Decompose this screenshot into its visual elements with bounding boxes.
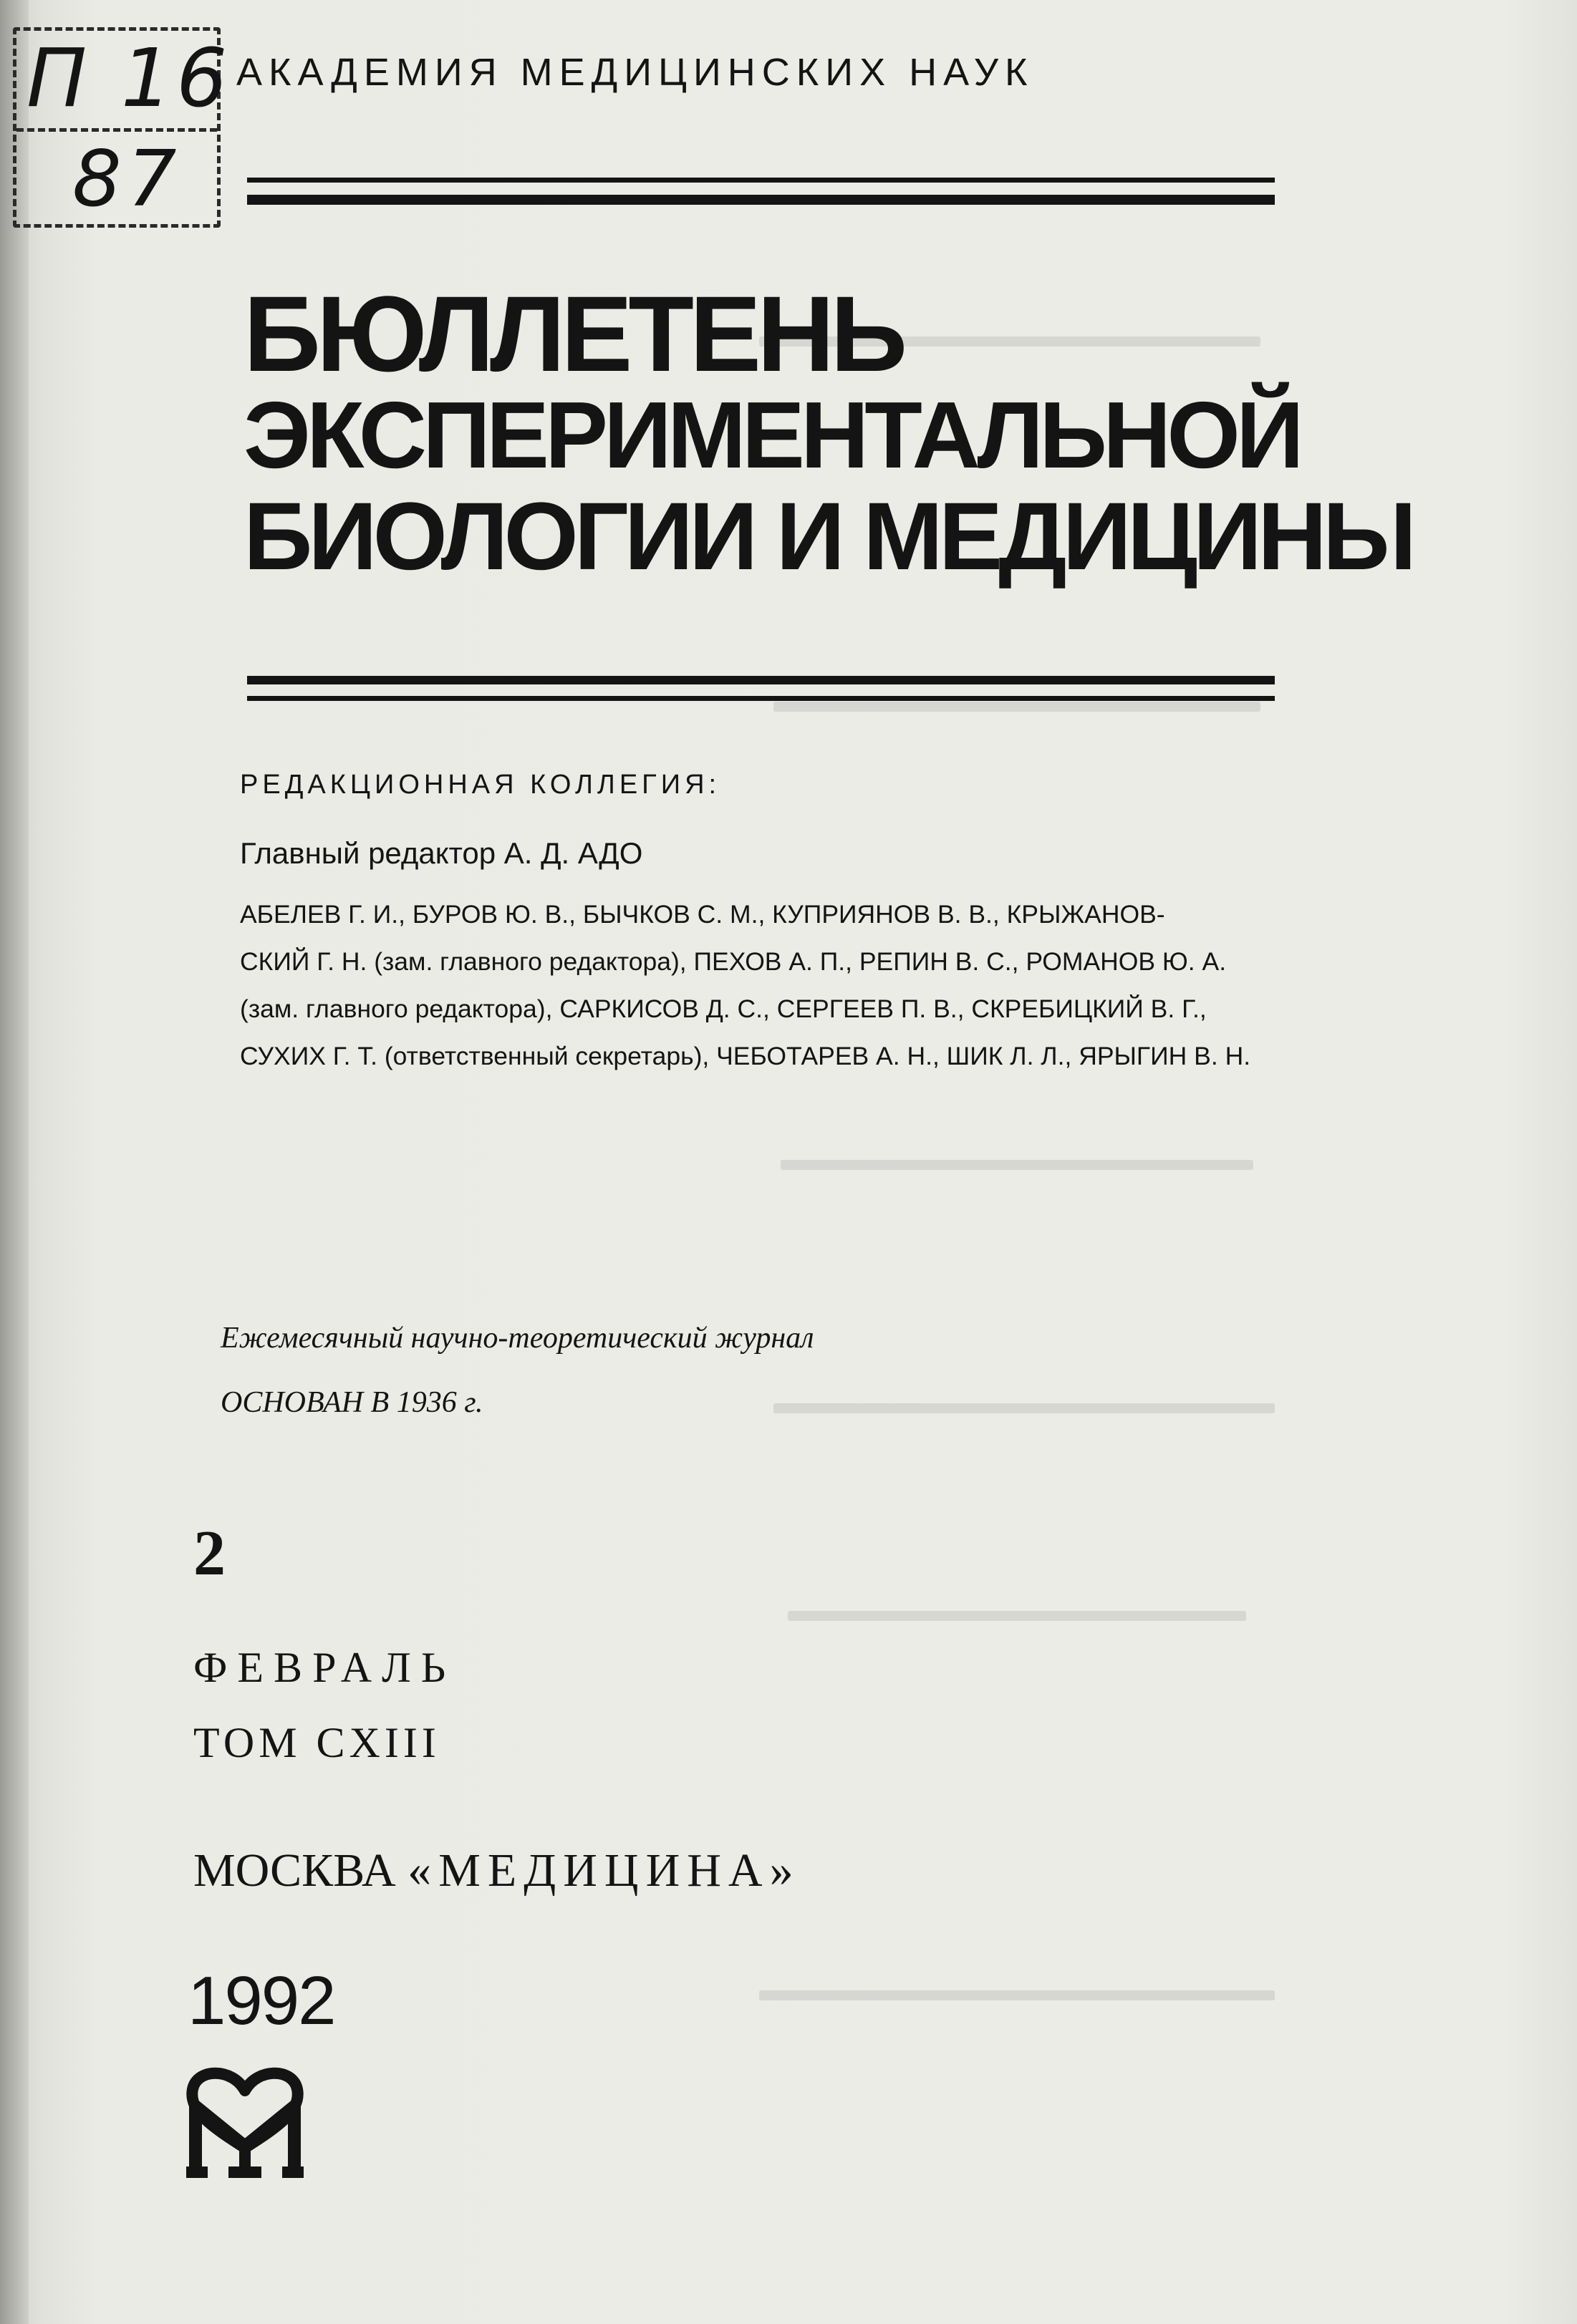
academy-name: АКАДЕМИЯ МЕДИЦИНСКИХ НАУК (236, 51, 1034, 94)
editorial-board-heading: РЕДАКЦИОННАЯ КОЛЛЕГИЯ: (240, 770, 721, 800)
editorial-board-members (240, 891, 1318, 1080)
founded-year: ОСНОВАН В 1936 г. (221, 1386, 483, 1419)
members-line: АБЕЛЕВ Г. И., БУРОВ Ю. В., БЫЧКОВ С. М., КУПРИЯНОВ В. В., КРЫЖАНОВ- (240, 900, 1165, 929)
publisher-name: «МЕДИЦИНА» (407, 1844, 801, 1897)
publisher-line (193, 1844, 801, 1898)
bleed-through-texture (773, 1403, 1275, 1413)
binding-shadow (0, 0, 29, 2324)
title-line-3: БИОЛОГИИ И МЕДИЦИНЫ (243, 483, 1413, 590)
members-line: СКИЙ Г. Н. (зам. главного редактора), ПЕХОВ А. П., РЕПИН В. С., РОМАНОВ Ю. А. (240, 947, 1227, 976)
volume-number: ТОМ CXIII (193, 1719, 440, 1766)
bottom-rule-thin (247, 696, 1275, 701)
bleed-through-texture (773, 702, 1260, 712)
members-line: СУХИХ Г. Т. (ответственный секретарь), ЧЕБОТАРЕВ А. Н., ШИК Л. Л., ЯРЫГИН В. Н. (240, 1042, 1251, 1070)
stamp-bottom-code: 87 (72, 135, 183, 224)
issue-month: ФЕВРАЛЬ (193, 1644, 456, 1691)
journal-title (243, 273, 1413, 590)
stamp-top-code: П 16 (26, 32, 232, 125)
top-rule-thick (247, 195, 1275, 205)
issue-number: 2 (193, 1518, 226, 1589)
stamp-divider (16, 128, 217, 132)
title-line-1: БЮЛЛЕТЕНЬ (243, 273, 904, 394)
top-rule-thin (247, 178, 1275, 183)
publication-year: 1992 (188, 1962, 335, 2039)
library-stamp (13, 27, 232, 228)
publisher-city: МОСКВА (193, 1844, 396, 1897)
publisher-monogram-icon (183, 2062, 308, 2180)
journal-subtitle: Ежемесячный научно-теоретический журнал (221, 1322, 814, 1355)
bleed-through-texture (759, 1990, 1275, 2000)
members-line: (зам. главного редактора), САРКИСОВ Д. С., СЕРГЕЕВ П. В., СКРЕБИЦКИЙ В. Г., (240, 994, 1207, 1023)
bleed-through-texture (781, 1160, 1253, 1170)
title-line-2: ЭКСПЕРИМЕНТАЛЬНОЙ (243, 382, 1300, 488)
bleed-through-texture (788, 1611, 1246, 1621)
bottom-rule-thick (247, 676, 1275, 684)
chief-editor: Главный редактор А. Д. АДО (240, 836, 643, 870)
